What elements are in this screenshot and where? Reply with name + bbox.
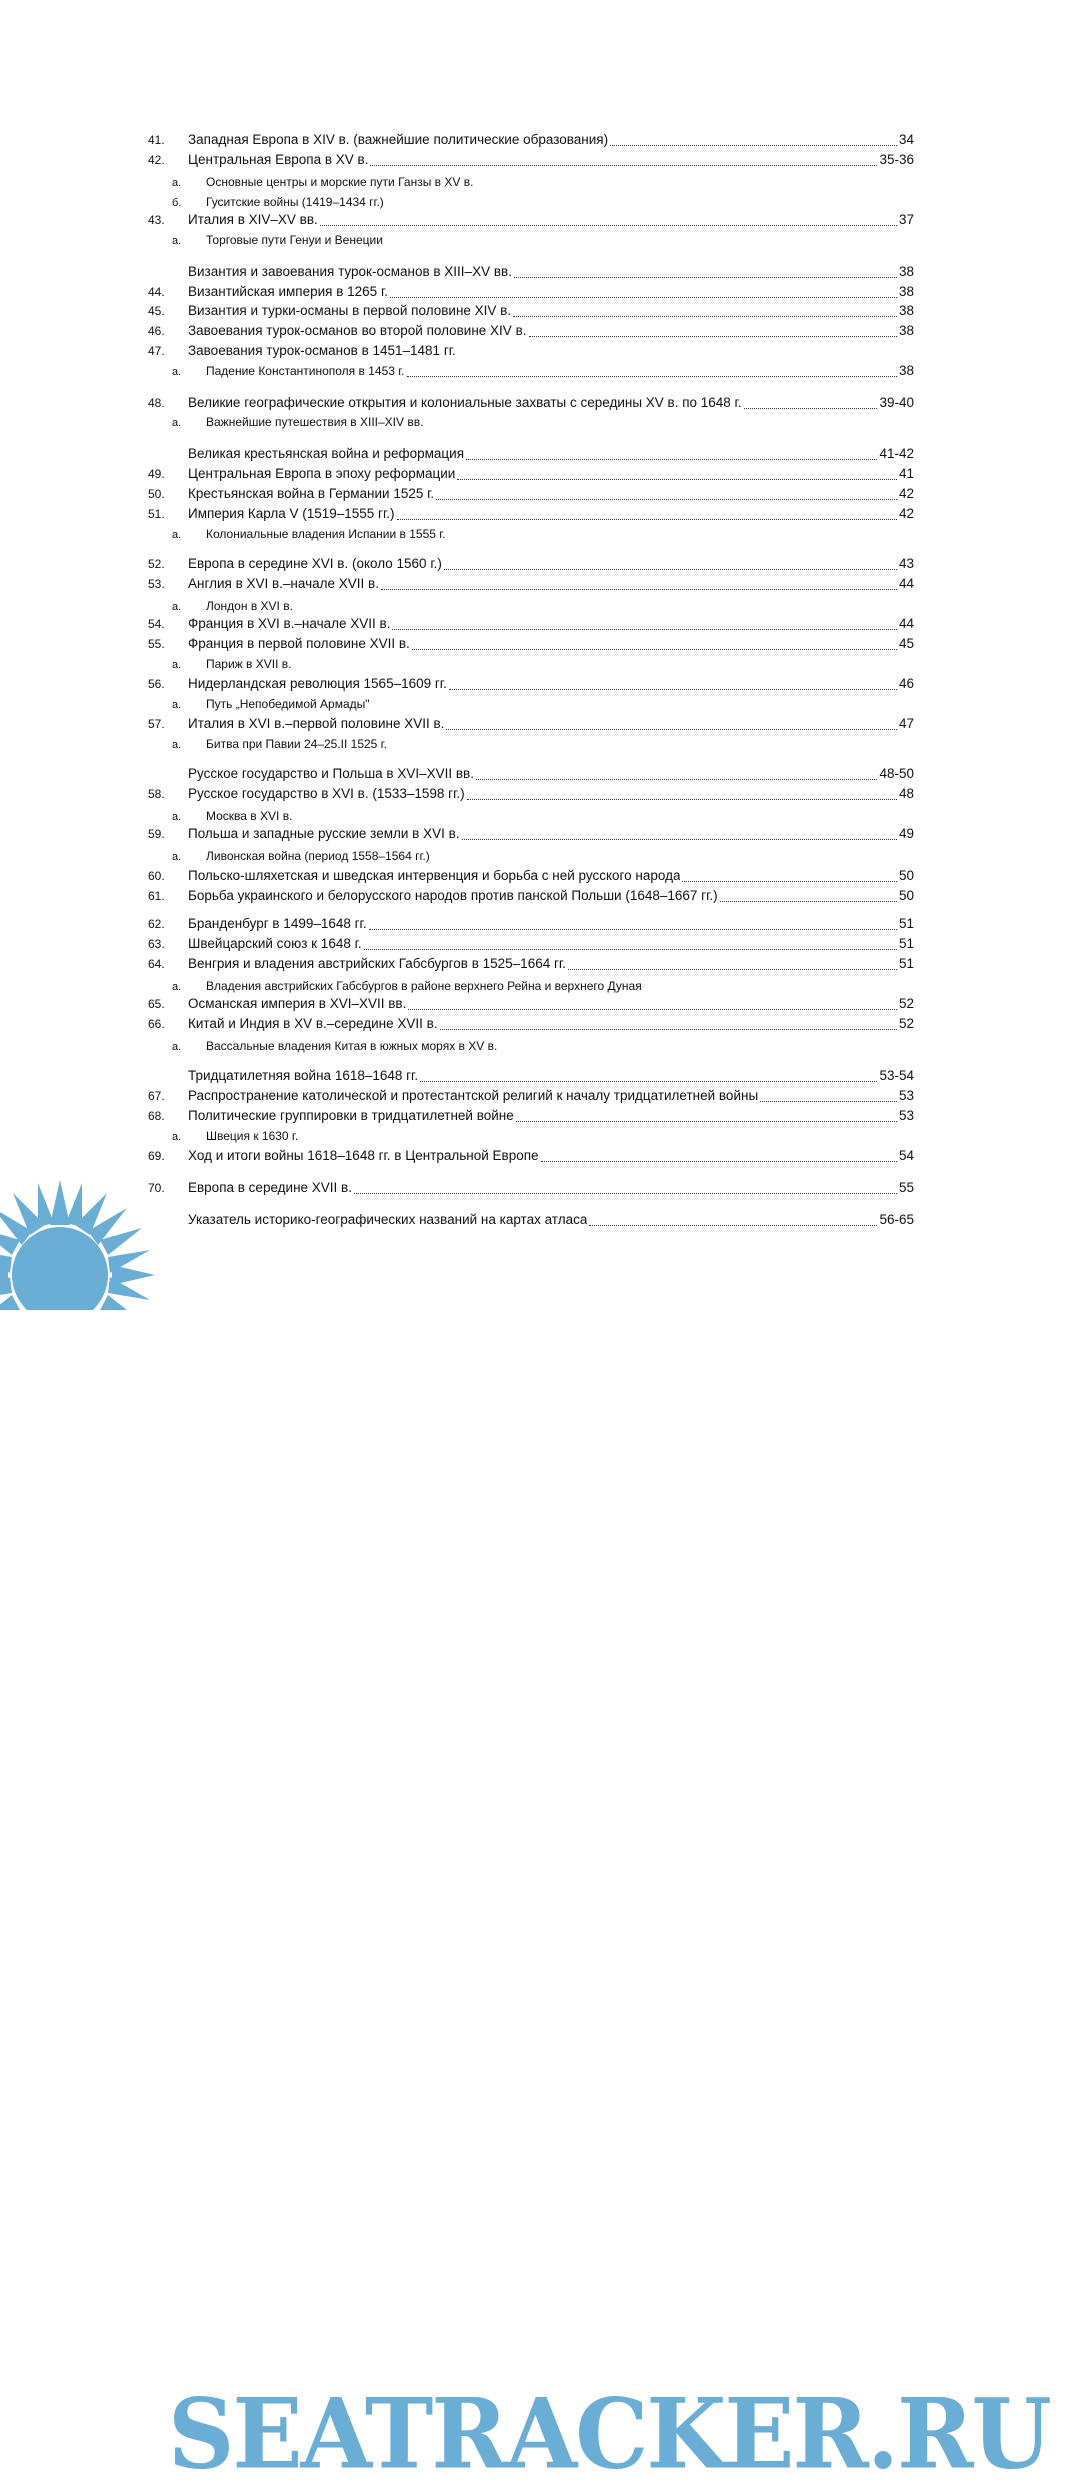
toc-page-number: 47 [898,716,914,731]
toc-entry-title: Англия в XVI в.–начале XVII в. [188,576,379,591]
toc-entry-number: 50. [148,487,165,501]
dot-leader [720,901,897,902]
toc-entry [148,321,914,341]
toc-entry-number: 59. [148,827,165,841]
dot-leader [436,499,897,500]
toc-entry-number: а. [172,811,182,823]
toc-entry-number: 66. [148,1017,165,1031]
toc-entry-number: а. [172,739,182,751]
toc-entry [148,824,914,844]
toc-entry-title: Владения австрийских Габсбургов в районе верхнего Рейна и верхнего Дуная [206,979,642,993]
toc-entry-number: 68. [148,1109,165,1123]
toc-page-number: 45 [898,636,914,651]
toc-entry [148,393,914,413]
toc-entry-title: Центральная Европа в эпоху реформации [188,466,456,481]
dot-leader [369,929,897,930]
toc-subentry [148,806,914,826]
toc-entry-title: Париж в XVII в. [206,657,292,671]
toc-entry [148,341,914,361]
toc-entry-title: Политические группировки в тридцатилетней войне [188,1108,514,1123]
toc-entry [148,784,914,804]
toc-subentry [148,361,914,381]
toc-page-number: 52 [898,1016,914,1031]
toc-entry-title: Великая крестьянская война и реформация [188,446,465,461]
toc-entry-title: Русское государство в XVI в. (1533–1598 гг.) [188,786,465,801]
toc-entry-title: Италия в XVI в.–первой половине XVII в. [188,716,445,731]
toc-entry [148,484,914,504]
toc-entry-number: 57. [148,717,165,731]
toc-page-number: 44 [898,576,914,591]
toc-entry [148,464,914,484]
toc-page-number: 38 [898,264,914,279]
toc-subentry [148,654,914,674]
toc-entry [148,301,914,321]
toc-subentry [148,1126,914,1146]
toc-entry-number: 48. [148,396,165,410]
toc-entry-number: а. [172,1131,182,1143]
toc-subentry [148,192,914,212]
toc-entry-number: 56. [148,677,165,691]
toc-entry-title: Швейцарский союз к 1648 г. [188,936,362,951]
toc-page-number: 41 [898,466,914,481]
toc-entry-number: 69. [148,1149,165,1163]
toc-entry-title: Колониальные владения Испании в 1555 г. [206,527,446,541]
toc-entry-title: Польша и западные русские земли в XVI в. [188,826,460,841]
toc-subentry [148,524,914,544]
dot-leader [320,225,897,226]
toc-entry-title: Западная Европа в XIV в. (важнейшие политические образования) [188,132,609,147]
toc-entry-number: а. [172,235,182,247]
dot-leader [446,729,897,730]
toc-subentry [148,412,914,432]
toc-entry-title: Китай и Индия в XV в.–середине XVII в. [188,1016,438,1031]
toc-subentry [148,172,914,192]
toc-page-number: 34 [898,132,914,147]
toc-entry-title: Русское государство и Польша в XVI–XVII вв. [188,766,474,781]
toc-page-number: 37 [898,212,914,227]
dot-leader [514,277,897,278]
toc-entry-title: Ливонская война (период 1558–1564 гг.) [206,849,430,863]
dot-leader [397,519,897,520]
toc-entry-number: 67. [148,1089,165,1103]
toc-entry-title: Битва при Павии 24–25.II 1525 г. [206,737,387,751]
toc-entry-number: 64. [148,957,165,971]
toc-entry [148,150,914,170]
toc-entry-number: 51. [148,507,165,521]
toc-entry-number: а. [172,851,182,863]
toc-page-number: 53 [898,1088,914,1103]
toc-entry-number: 61. [148,889,165,903]
toc-entry [148,954,914,974]
dot-leader [568,969,897,970]
toc-entry [148,614,914,634]
toc-entry-title: Основные центры и морские пути Ганзы в XV в. [206,175,474,189]
toc-entry [148,866,914,886]
toc-entry-number: 58. [148,787,165,801]
toc-entry-number: 55. [148,637,165,651]
toc-section-heading [148,262,914,282]
toc-page-number: 51 [898,916,914,931]
dot-leader [744,408,878,409]
toc-subentry [148,976,914,996]
dot-leader [529,336,897,337]
toc-page-number: 38 [898,363,914,378]
toc-page-number: 53-54 [879,1068,914,1083]
toc-subentry [148,694,914,714]
toc-page-number: 50 [898,868,914,883]
toc-entry [148,994,914,1014]
toc-entry-title: Польско-шляхетская и шведская интервенция и борьба с ней русского народа [188,868,681,883]
toc-entry-number: 42. [148,153,165,167]
toc-page-number: 54 [898,1148,914,1163]
toc-entry [148,554,914,574]
toc-entry [148,634,914,654]
toc-page-number: 46 [898,676,914,691]
toc-page-number: 42 [898,486,914,501]
toc-entry-title: Византия и турки-османы в первой половине XIV в. [188,303,512,318]
toc-entry-title: Османская империя в XVI–XVII вв. [188,996,407,1011]
dot-leader [682,881,897,882]
dot-leader [370,165,877,166]
toc-entry-number: а. [172,417,182,429]
toc-entry-title: Крестьянская война в Германии 1525 г. [188,486,435,501]
toc-entry-number: 46. [148,324,165,338]
dot-leader [364,949,897,950]
dot-leader [467,799,897,800]
watermark [0,1180,1080,2491]
toc-page-number: 51 [898,936,914,951]
toc-entry-title: Европа в середине XVII в. [188,1180,352,1195]
toc-entry-title: Путь „Непобедимой Армады" [206,697,370,711]
toc-entry-number: б. [172,197,182,209]
toc-entry-number: а. [172,601,182,613]
toc-entry-title: Ход и итоги войны 1618–1648 гг. в Центральной Европе [188,1148,539,1163]
dot-leader [381,589,897,590]
toc-entry-title: Империя Карла V (1519–1555 гг.) [188,506,395,521]
dot-leader [449,689,897,690]
toc-entry [148,674,914,694]
toc-page-number: 43 [898,556,914,571]
toc-page-number: 52 [898,996,914,1011]
toc-entry-number: 62. [148,917,165,931]
toc-entry-number: а. [172,1041,182,1053]
toc-entry [148,914,914,934]
toc-entry-title: Нидерландская революция 1565–1609 гг. [188,676,447,691]
toc-entry-title: Завоевания турок-османов в 1451–1481 гг. [188,343,456,358]
toc-page-number: 50 [898,888,914,903]
toc-entry-number: 47. [148,344,165,358]
toc-entry-title: Франция в первой половине XVII в. [188,636,410,651]
toc-entry-number: 60. [148,869,165,883]
toc-entry-number: 54. [148,617,165,631]
toc-page-number: 48 [898,786,914,801]
toc-entry-number: а. [172,981,182,993]
dot-leader [462,839,897,840]
toc-entry-number: 53. [148,577,165,591]
toc-entry-title: Византийская империя в 1265 г. [188,284,388,299]
toc-section-heading [148,1066,914,1086]
toc-subentry [148,846,914,866]
toc-entry [148,1146,914,1166]
toc-page-number: 51 [898,956,914,971]
dot-leader [412,649,897,650]
dot-leader [457,479,897,480]
toc-entry-title: Падение Константинополя в 1453 г. [206,364,405,378]
dot-leader [420,1081,877,1082]
toc-entry [148,282,914,302]
toc-entry-number: 52. [148,557,165,571]
toc-entry-title: Бранденбург в 1499–1648 гг. [188,916,367,931]
dot-leader [440,1029,897,1030]
toc-subentry [148,734,914,754]
toc-entry-title: Византия и завоевания турок-османов в XIII–XV вв. [188,264,512,279]
toc-entry-number: а. [172,659,182,671]
toc-entry [148,886,914,906]
dot-leader [516,1121,897,1122]
toc-entry-number: 44. [148,285,165,299]
toc-entry [148,130,914,150]
toc-page-number: 39-40 [879,395,914,410]
toc-entry-number: 63. [148,937,165,951]
toc-entry [148,934,914,954]
toc-entry-title: Торговые пути Генуи и Венеции [206,233,383,247]
toc-entry-title: Швеция к 1630 г. [206,1129,299,1143]
dot-leader [390,297,897,298]
toc-entry-number: а. [172,177,182,189]
toc-entry-title: Центральная Европа в XV в. [188,152,369,167]
toc-entry-title: Вассальные владения Китая в южных морях в XV в. [206,1039,498,1053]
toc-page-number: 38 [898,303,914,318]
dot-leader [541,1161,897,1162]
toc-subentry [148,230,914,250]
toc-entry-title: Тридцатилетняя война 1618–1648 гг. [188,1068,419,1083]
toc-entry-title: Москва в XVI в. [206,809,293,823]
toc-entry [148,1086,914,1106]
toc-entry-title: Распространение католической и протестантской религий к началу тридцатилетней войны [188,1088,759,1103]
toc-entry [148,1014,914,1034]
toc-page-number: 48-50 [879,766,914,781]
dot-leader [392,629,897,630]
toc-entry-number: 43. [148,213,165,227]
toc-page-number: 38 [898,284,914,299]
toc-entry-number: 70. [148,1181,165,1195]
watermark-text: SEATRACKER.RU [168,2377,1050,2491]
toc-page-number: 56-65 [879,1212,914,1227]
dot-leader [466,459,877,460]
toc-entry [148,714,914,734]
dot-leader [760,1101,897,1102]
toc-page-number: 35-36 [879,152,914,167]
toc-entry [148,210,914,230]
toc-entry-title: Великие географические открытия и колониальные захваты с середины XV в. по 1648 г. [188,395,742,410]
dot-leader [408,1009,897,1010]
toc-page-number: 42 [898,506,914,521]
toc-entry-title: Европа в середине XVI в. (около 1560 г.) [188,556,442,571]
toc-entry-title: Борьба украинского и белорусского народов против панской Польши (1648–1667 гг.) [188,888,718,903]
toc-entry-number: 49. [148,467,165,481]
toc-entry-title: Лондон в XVI в. [206,599,293,613]
toc-entry [148,504,914,524]
toc-entry-title: Франция в XVI в.–начале XVII в. [188,616,391,631]
dot-leader [444,569,897,570]
toc-entry-number: а. [172,529,182,541]
toc-entry-number: а. [172,366,182,378]
toc-subentry [148,1036,914,1056]
toc-entry-number: 41. [148,133,165,147]
toc-entry-title: Указатель историко-географических названий на картах атласа [188,1212,588,1227]
toc-section-heading [148,444,914,464]
toc-page-number: 53 [898,1108,914,1123]
toc-entry [148,574,914,594]
toc-entry-title: Завоевания турок-османов во второй половине XIV в. [188,323,527,338]
toc-entry-number: а. [172,699,182,711]
toc-entry-title: Венгрия и владения австрийских Габсбургов в 1525–1664 гг. [188,956,566,971]
toc-entry [148,1106,914,1126]
sun-logo-icon [0,1180,1080,1350]
dot-leader [610,145,897,146]
dot-leader [513,316,897,317]
toc-page-number: 55 [898,1180,914,1195]
dot-leader [476,779,877,780]
toc-page-number: 41-42 [879,446,914,461]
toc-page-number: 38 [898,323,914,338]
dot-leader [407,376,897,377]
toc-page-number: 49 [898,826,914,841]
toc-entry-title: Италия в XIV–XV вв. [188,212,318,227]
toc-section-heading [148,764,914,784]
toc-page-number: 44 [898,616,914,631]
toc-entry-title: Важнейшие путешествия в XIII–XIV вв. [206,415,424,429]
toc-entry-number: 45. [148,304,165,318]
toc-entry-title: Гуситские войны (1419–1434 гг.) [206,195,384,209]
toc-entry-number: 65. [148,997,165,1011]
toc-subentry [148,596,914,616]
